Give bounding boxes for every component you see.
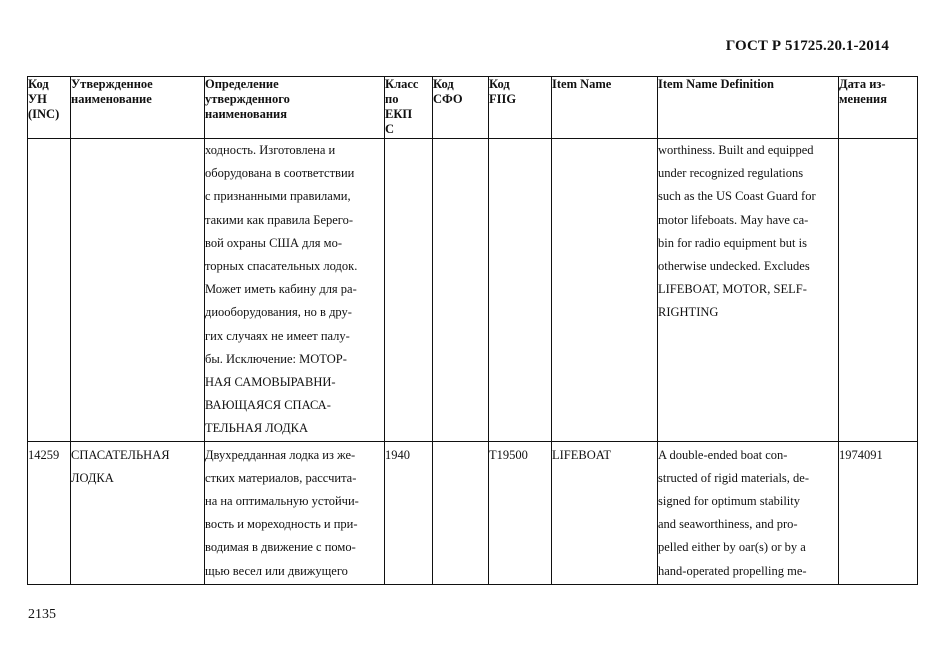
- page-number: 2135: [28, 607, 56, 622]
- header-class: Класс по ЕКП С: [385, 77, 433, 139]
- cell-fiig: T19500: [489, 441, 552, 584]
- table-row: [28, 139, 918, 442]
- cell-definition-en: A double-ended boat con- structed of rigid materials, de- signed for optimum stability and seaworthiness, and pro- pelled either by oar(s) or by a hand-operated propelling me-: [658, 441, 839, 584]
- header-approved-name: Утвержденное наименование: [71, 77, 205, 139]
- cell-item-name: [552, 139, 658, 442]
- header-row: [28, 77, 918, 139]
- header-fiig: Код FIIG: [489, 77, 552, 139]
- cell-definition-ru: Двухредданная лодка из же- стких материалов, рассчита- на на оптимальную устойчи- вость и мореходность и при- водимая в движение с помо- щью весел или движущего: [205, 441, 385, 584]
- header-sfo: Код СФО: [433, 77, 489, 139]
- cell-class: 1940: [385, 441, 433, 584]
- header-inc: Код УН (INC): [28, 77, 71, 139]
- cell-date: 1974091: [839, 441, 918, 584]
- header-date: Дата из- менения: [839, 77, 918, 139]
- cell-class: [385, 139, 433, 442]
- cell-approved-name: СПАСАТЕЛЬНАЯ ЛОДКА: [71, 441, 205, 584]
- cell-sfo: [433, 441, 489, 584]
- cell-approved-name: [71, 139, 205, 442]
- header-definition-ru: Определение утвержденного наименования: [205, 77, 385, 139]
- cell-inc: 14259: [28, 441, 71, 584]
- cell-definition-en: worthiness. Built and equipped under recognized regulations such as the US Coast Guard for motor lifeboats. May have ca- bin for radio equipment but is otherwise undecked. Excludes LIFEBOAT, MOTOR, SELF- RIGHTING: [658, 139, 839, 442]
- header-definition-en: Item Name Definition: [658, 77, 839, 139]
- cell-sfo: [433, 139, 489, 442]
- catalog-table: [27, 76, 918, 585]
- header-item-name: Item Name: [552, 77, 658, 139]
- cell-fiig: [489, 139, 552, 442]
- table-row: [28, 441, 918, 584]
- cell-definition-ru: ходность. Изготовлена и оборудована в соответствии с признанными правилами, такими как правила Берего- вой охраны США для мо- торных спасательных лодок. Может иметь кабину для ра- диооборудования, но в дру- гих случаях не имеет палу- бы. Исключение: МОТОР- НАЯ САМОВЫРАВНИ- ВАЮЩАЯСЯ СПАСА- ТЕЛЬНАЯ ЛОДКА: [205, 139, 385, 442]
- cell-inc: [28, 139, 71, 442]
- standard-title: ГОСТ Р 51725.20.1-2014: [725, 38, 889, 54]
- cell-item-name: LIFEBOAT: [552, 441, 658, 584]
- cell-date: [839, 139, 918, 442]
